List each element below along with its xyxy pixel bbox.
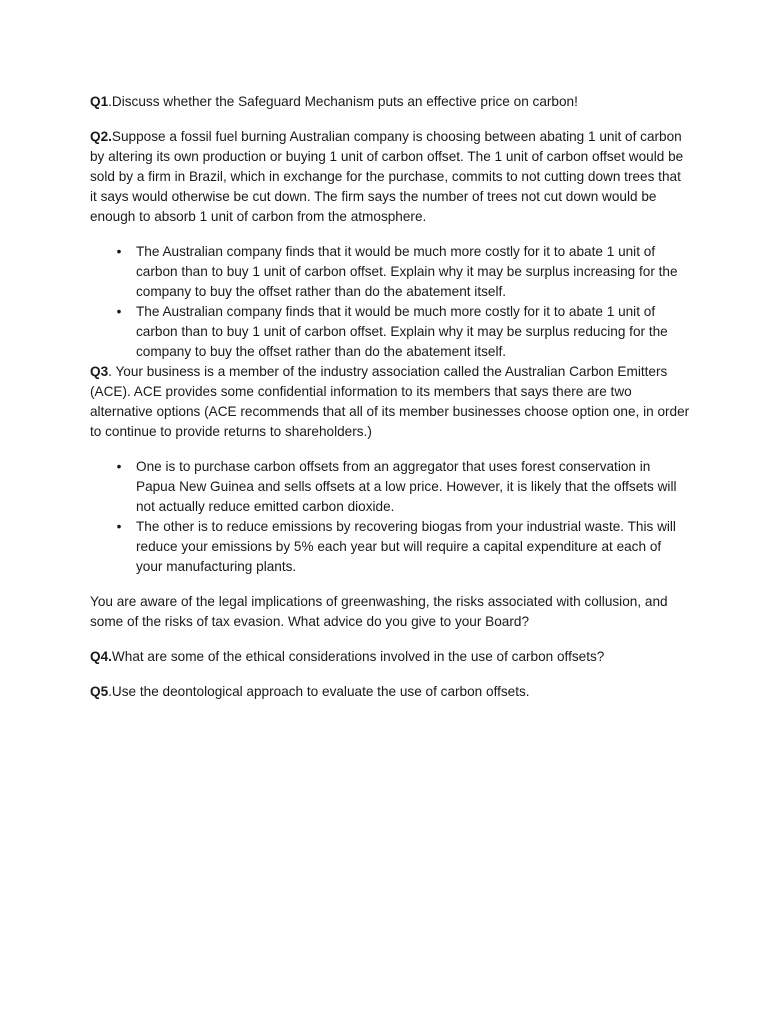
list-item [90, 517, 690, 577]
question-4-label: Q4. [90, 649, 112, 664]
question-3-text: . Your business is a member of the industry association called the Australian Carbon Emitters (ACE). ACE provides some confidential information to its members that says there are two alternative options (ACE recommends that all of its member businesses choose option one, in order to continue to provide returns to shareholders.) [90, 364, 690, 439]
question-2-bullets [90, 242, 690, 362]
bullet-icon: • [116, 244, 122, 259]
question-3-label: Q3 [90, 364, 109, 379]
list-item [90, 302, 690, 362]
list-item-text: One is to purchase carbon offsets from an aggregator that uses forest conservation in Papua New Guinea and sells offsets at a low price. However, it is likely that the offsets will not actually reduce emitted carbon dioxide. [136, 459, 677, 514]
question-4-text: What are some of the ethical considerations involved in the use of carbon offsets? [111, 649, 605, 664]
bullet-icon: • [116, 459, 122, 474]
question-2-label: Q2. [90, 129, 112, 144]
question-3-followup: You are aware of the legal implications of greenwashing, the risks associated with collusion, and some of the risks of tax evasion. What advice do you give to your Board? [90, 594, 668, 629]
question-3 [90, 362, 690, 442]
question-2 [90, 127, 690, 227]
bullet-icon: • [116, 519, 122, 534]
question-1-text: .Discuss whether the Safeguard Mechanism puts an effective price on carbon! [108, 94, 578, 109]
list-item-text: The Australian company finds that it would be much more costly for it to abate 1 unit of carbon than to buy 1 unit of carbon offset. Explain why it may be surplus increasing for the company to buy the offset rather than do the abatement itself. [136, 244, 678, 299]
list-item-text: The other is to reduce emissions by recovering biogas from your industrial waste. This will reduce your emissions by 5% each year but will require a capital expenditure at each of your manufacturing plants. [136, 519, 676, 574]
question-4 [90, 647, 690, 667]
list-item-text: The Australian company finds that it would be much more costly for it to abate 1 unit of carbon than to buy 1 unit of carbon offset. Explain why it may be surplus reducing for the company to buy the offset rather than do the abatement itself. [136, 304, 668, 359]
list-item [90, 457, 690, 517]
question-5-text: .Use the deontological approach to evaluate the use of carbon offsets. [108, 684, 530, 699]
bullet-icon: • [116, 304, 122, 319]
question-5 [90, 682, 690, 702]
question-1-label: Q1 [90, 94, 109, 109]
question-5-label: Q5 [90, 684, 109, 699]
document-page [90, 92, 690, 717]
question-2-text: Suppose a fossil fuel burning Australian company is choosing between abating 1 unit of carbon by altering its own production or buying 1 unit of carbon offset. The 1 unit of carbon offset would be sold by a firm in Brazil, which in exchange for the purchase, commits to not cutting down trees that it says would otherwise be cut down. The firm says the number of trees not cut down would be enough to absorb 1 unit of carbon from the atmosphere. [90, 129, 684, 224]
question-1 [90, 92, 690, 112]
list-item [90, 242, 690, 302]
question-3-bullets [90, 457, 690, 577]
